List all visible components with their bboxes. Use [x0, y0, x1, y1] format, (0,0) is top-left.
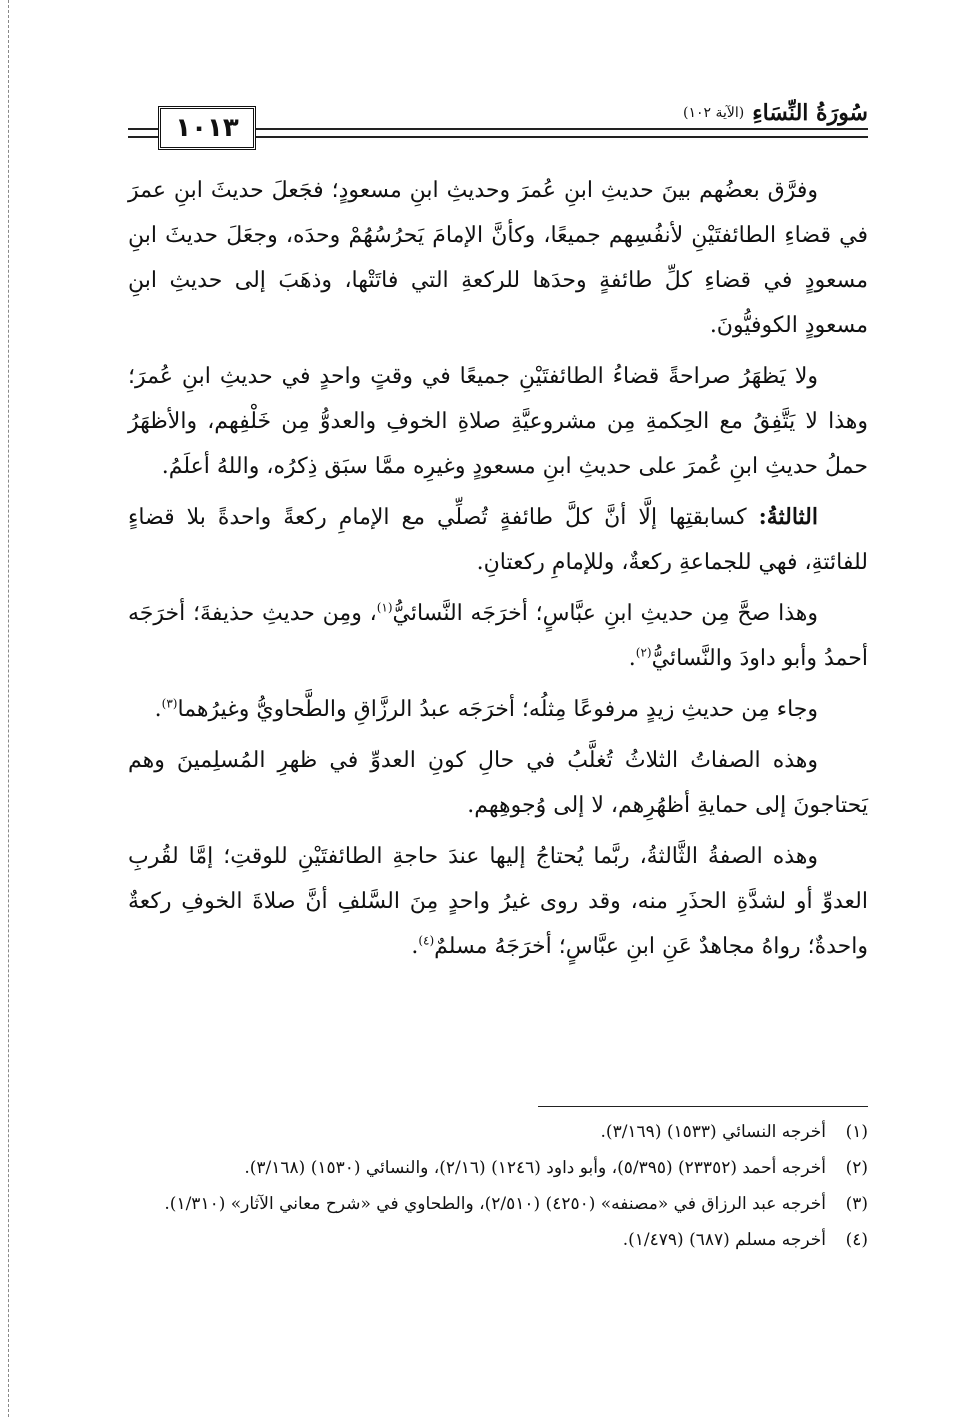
- paragraph-text: .: [154, 697, 162, 722]
- paragraph-text: وفرَّق بعضُهم بينَ حديثِ ابنِ عُمرَ وحديثِ ابنِ مسعودٍ؛ فجَعلَ حديثَ ابنِ عمرَ في قضاءِ الطائفتَيْنِ لأنفُسِهم جميعًا، وكأنَّ الإمامَ يَحرُسُهُمْ وحدَه، وجعَلَ حديثَ ابنِ مسعودٍ في قضاءِ كلِّ طائفةٍ وحدَها للركعةِ التي فاتَتْها، وذهَبَ إلى حديثِ ابنِ مسعودٍ الكوفيُّونَ.: [128, 178, 868, 338]
- paragraph-lead: الثالثةُ:: [758, 504, 818, 530]
- footnote-ref: (١): [376, 600, 393, 615]
- footnote-text: أخرجه النسائي (١٥٣٣) (٣/١٦٩).: [600, 1122, 826, 1142]
- footnote: [128, 1224, 868, 1256]
- footnote-ref: (٢): [635, 645, 652, 660]
- footnote-text: أخرجه مسلم (٦٨٧) (١/٤٧٩).: [622, 1230, 826, 1250]
- paragraph-text: .: [628, 646, 636, 671]
- scan-edge: [8, 0, 9, 1417]
- surah-name: سُورَةُ النِّسَاءِ: [752, 100, 868, 126]
- footnote-number: (٤): [845, 1230, 868, 1250]
- footnote-ref: (٣): [161, 696, 178, 711]
- paragraph: [128, 591, 868, 681]
- main-text: [128, 168, 868, 975]
- paragraph: [128, 354, 868, 489]
- paragraph-text: كسابقتِها إلَّا أنَّ كلَّ طائفةٍ تُصلِّي مع الإمامِ ركعةً واحدةً بلا قضاءٍ للفائتةِ، فهي للجماعةِ ركعةٌ، وللإمامِ ركعتانِ.: [128, 505, 868, 575]
- footnote-number: (١): [845, 1122, 868, 1142]
- paragraph: [128, 168, 868, 348]
- paragraph: [128, 495, 868, 585]
- footnote-number: (٢): [845, 1158, 868, 1178]
- footnote-ref: (٤): [418, 933, 435, 948]
- paragraph-text: .: [411, 934, 419, 959]
- paragraph-text: ولا يَظهَرُ صراحةً قضاءُ الطائفتَيْنِ جميعًا في وقتٍ واحدٍ في حديثِ ابنِ عُمرَ؛ وهذا لا يَتَّفِقُ مع الحِكمةِ مِن مشروعيَّةِ صلاةِ الخوفِ والعدوُّ مِن خَلْفِهم، والأظهَرُ حملُ حديثِ ابنِ عُمرَ على حديثِ ابنِ مسعودٍ وغيرِه ممَّا سبَق ذِكرُه، واللهُ أعلَمُ.: [128, 364, 868, 479]
- page-header: [128, 100, 868, 156]
- footnote-text: أخرجه عبد الرزاق في «مصنفه» (٤٢٥٠) (٢/٥١٠)، والطحاوي في «شرح معاني الآثار» (١/٣١٠).: [164, 1194, 826, 1214]
- paragraph-text: وجاء مِن حديثِ زيدٍ مرفوعًا مِثلُه؛ أخرَجَه عبدُ الرزَّاقِ والطَّحاويُّ وغيرُهما: [177, 697, 818, 722]
- paragraph-text: وهذه الصفاتُ الثلاثُ تُغلَّبُ في حالِ كونِ العدوِّ في ظهرِ المُسلِمينَ وهم يَحتاجونَ إلى حمايةِ أظهُرِهم، لا إلى وُجوهِهم.: [128, 748, 868, 818]
- page-number-box: [158, 106, 256, 150]
- footnote: [128, 1188, 868, 1220]
- page-number: ١٠١٣: [175, 113, 239, 143]
- footnote-divider: [538, 1106, 868, 1107]
- footnote: [128, 1152, 868, 1184]
- footnote-text: أخرجه أحمد (٢٣٣٥٢) (٥/٣٩٥)، وأبو داود (١٢٤٦) (٢/١٦)، والنسائي (١٥٣٠) (٣/١٦٨).: [244, 1158, 826, 1178]
- paragraph-text: وهذا صحَّ مِن حديثِ ابنِ عبَّاسٍ؛ أخرَجَه النَّسائيُّ: [392, 601, 818, 626]
- footnotes: [128, 1116, 868, 1260]
- paragraph: [128, 834, 868, 969]
- paragraph: [128, 687, 868, 732]
- ayah-reference: (الآية ١٠٢): [683, 105, 745, 121]
- paragraph: [128, 738, 868, 828]
- paragraph-text: ، ومِن حديثِ حذيفةَ؛ أخرَجَه أحمدُ وأبو داودَ والنَّسائيُّ: [128, 601, 868, 671]
- footnote-number: (٣): [845, 1194, 868, 1214]
- footnote: [128, 1116, 868, 1148]
- surah-title: [673, 100, 868, 126]
- paragraph-text: وهذه الصفةُ الثَّالثةُ، ربَّما يُحتاجُ إليها عندَ حاجةِ الطائفتَيْنِ للوقتِ؛ إمَّا لقُربِ العدوِّ أو لشدَّةِ الحذَرِ منه، وقد روى غيرُ واحدٍ مِنَ السَّلفِ أنَّ صلاةَ الخوفِ ركعةٌ واحدةٌ؛ رواهُ مجاهدٌ عَنِ ابنِ عبَّاسٍ؛ أخرَجَهُ مسلمٌ: [128, 844, 868, 959]
